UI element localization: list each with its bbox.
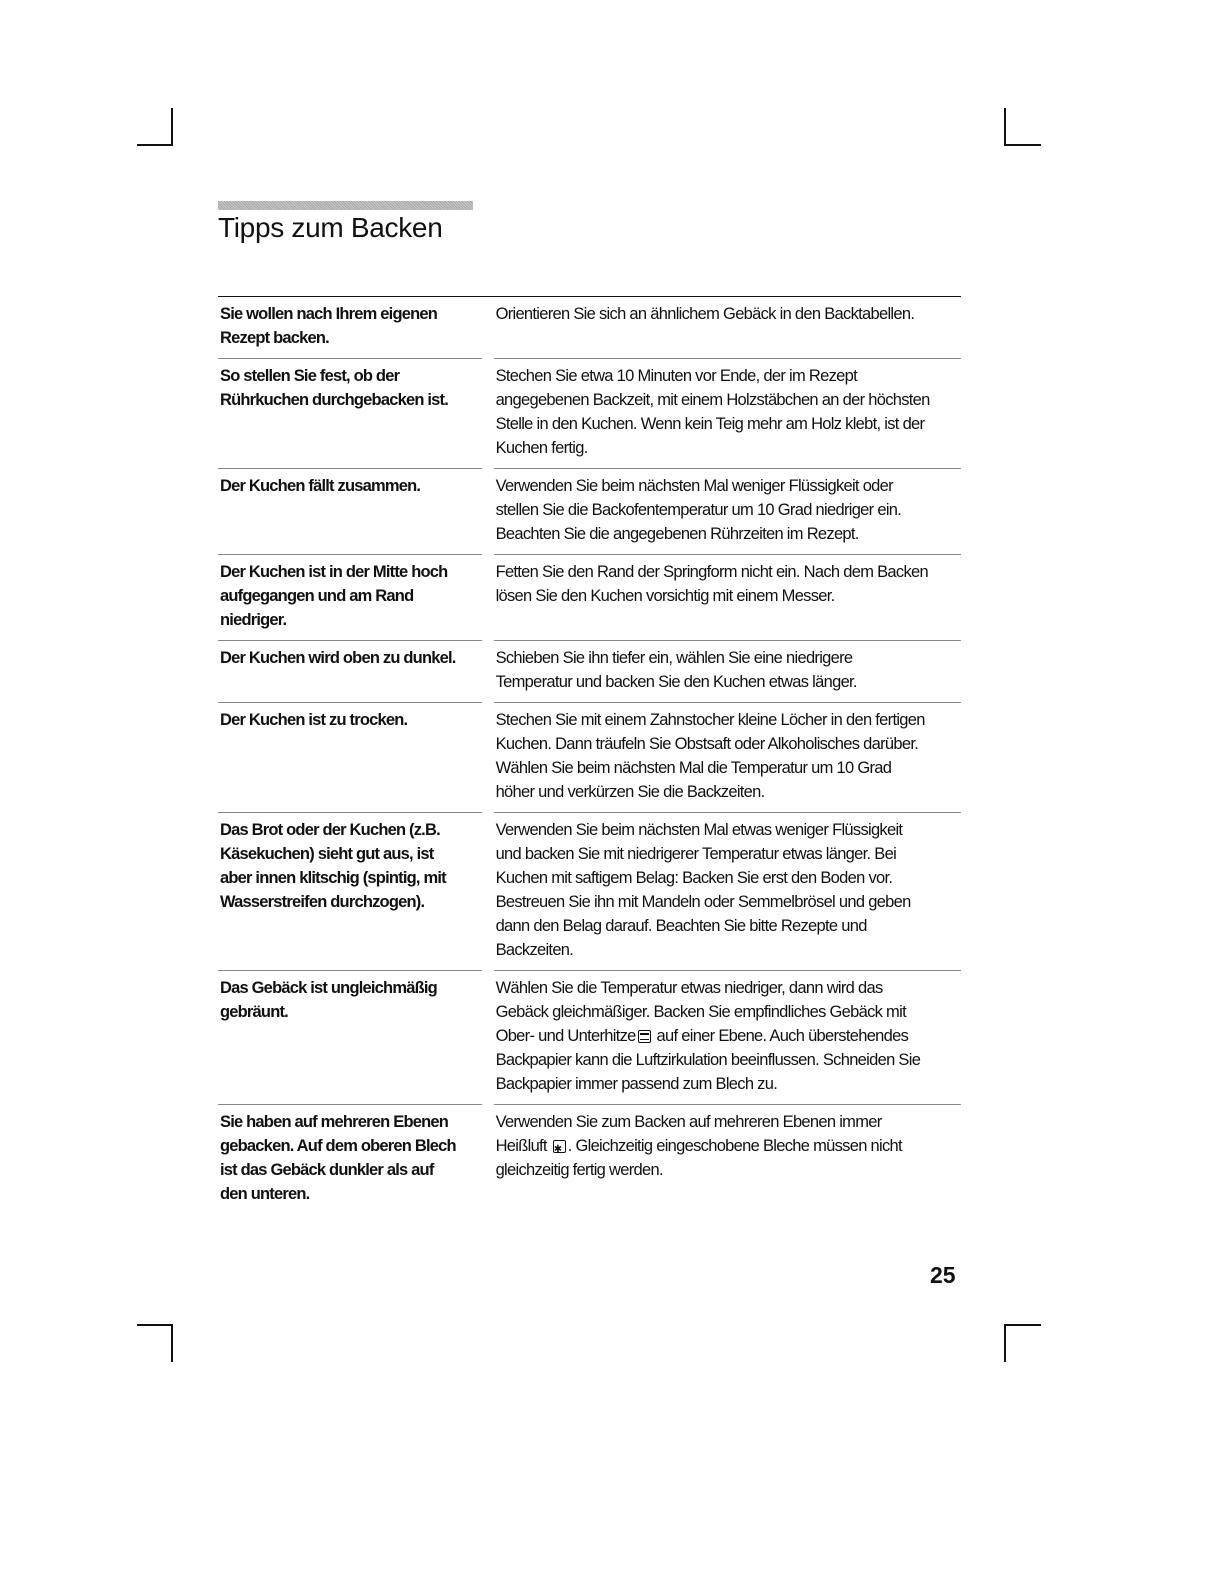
table-row [218, 1104, 961, 1214]
problem-line: gebacken. Auf dem oberen Blech [220, 1137, 456, 1155]
solution-line: Stelle in den Kuchen. Wenn kein Teig mehr am Holz klebt, ist der [495, 415, 925, 433]
table-row [218, 358, 961, 468]
solution-line: Temperatur und backen Sie den Kuchen etwas länger. [495, 673, 857, 691]
problem-cell [218, 468, 482, 554]
problem-line: Rezept backen. [220, 329, 329, 347]
oben-unten-icon [638, 1030, 651, 1043]
problem-line: Der Kuchen ist zu trocken. [220, 711, 408, 729]
solution-cell [494, 812, 961, 970]
problem-line: den unteren. [220, 1185, 310, 1203]
problem-line: aber innen klitschig (spintig, mit [220, 869, 446, 887]
solution-line: höher und verkürzen Sie die Backzeiten. [495, 783, 765, 801]
problem-line: Käsekuchen) sieht gut aus, ist [220, 845, 434, 863]
table-row [218, 297, 961, 358]
problem-line: Der Kuchen fällt zusammen. [220, 477, 421, 495]
crop-mark-tr-h [1004, 144, 1041, 146]
solution-line: angegebenen Backzeit, mit einem Holzstäbchen an der höchsten [495, 391, 930, 409]
solution-line [496, 1024, 961, 1048]
heading-bar [218, 201, 473, 210]
problem-line: aufgegangen und am Rand [220, 587, 414, 605]
crop-mark-tr-v [1004, 108, 1006, 146]
solution-line: Backpapier immer passend zum Blech zu. [495, 1075, 778, 1093]
table-row [218, 640, 961, 702]
solution-line: Verwenden Sie zum Backen auf mehreren Ebenen immer [495, 1113, 882, 1131]
solution-cell [494, 1104, 961, 1214]
solution-cell [494, 970, 961, 1104]
problem-line: Das Brot oder der Kuchen (z.B. [220, 821, 440, 839]
problem-line: Rührkuchen durchgebacken ist. [220, 391, 449, 409]
solution-line: Beachten Sie die angegebenen Rührzeiten im Rezept. [495, 525, 859, 543]
problem-line: ist das Gebäck dunkler als auf [220, 1161, 434, 1179]
table-row [218, 468, 961, 554]
problem-line: Der Kuchen wird oben zu dunkel. [220, 649, 456, 667]
crop-mark-br-h [1004, 1324, 1041, 1326]
table-row [218, 702, 961, 812]
solution-line: gleichzeitig fertig werden. [495, 1161, 663, 1179]
problem-line: Das Gebäck ist ungleichmäßig [220, 979, 437, 997]
problem-cell [218, 702, 482, 812]
problem-cell [218, 970, 482, 1104]
solution-line: Kuchen fertig. [495, 439, 588, 457]
solution-line: Backpapier kann die Luftzirkulation beeinflussen. Schneiden Sie [495, 1051, 921, 1069]
line-text: Ober- und Unterhitze [495, 1027, 636, 1045]
solution-line: lösen Sie den Kuchen vorsichtig mit einem Messer. [495, 587, 835, 605]
problem-cell [218, 554, 482, 640]
problem-line: So stellen Sie fest, ob der [220, 367, 400, 385]
solution-cell [494, 640, 961, 702]
solution-line: Backzeiten. [495, 941, 574, 959]
problem-line: niedriger. [220, 611, 287, 629]
solution-line: und backen Sie mit niedrigerer Temperatur etwas länger. Bei [495, 845, 897, 863]
solution-cell [494, 468, 961, 554]
solution-cell [494, 297, 961, 358]
solution-line: Schieben Sie ihn tiefer ein, wählen Sie eine niedrigere [495, 649, 853, 667]
solution-cell [494, 702, 961, 812]
problem-line: Wasserstreifen durchzogen). [220, 893, 425, 911]
solution-line: Wählen Sie beim nächsten Mal die Temperatur um 10 Grad [495, 759, 892, 777]
problem-cell [218, 640, 482, 702]
table-row [218, 812, 961, 970]
solution-cell [494, 358, 961, 468]
problem-cell [218, 812, 482, 970]
solution-cell [494, 554, 961, 640]
crop-mark-br-v [1004, 1324, 1006, 1362]
problem-cell [218, 1104, 482, 1214]
problem-line: Sie haben auf mehreren Ebenen [220, 1113, 449, 1131]
tips-table [218, 296, 961, 1214]
solution-line: Fetten Sie den Rand der Springform nicht ein. Nach dem Backen [495, 563, 928, 581]
page-title: Tipps zum Backen [218, 212, 443, 243]
line-text: . Gleichzeitig eingeschobene Bleche müssen nicht [567, 1137, 902, 1155]
line-text: auf einer Ebene. Auch überstehendes [652, 1027, 909, 1045]
solution-line: Kuchen. Dann träufeln Sie Obstsaft oder Alkoholisches darüber. [495, 735, 919, 753]
crop-mark-bl-h [137, 1324, 173, 1326]
solution-line: Bestreuen Sie ihn mit Mandeln oder Semmelbrösel und geben [495, 893, 911, 911]
problem-line: gebräunt. [220, 1003, 288, 1021]
solution-line: stellen Sie die Backofentemperatur um 10 Grad niedriger ein. [495, 501, 902, 519]
solution-line: Gebäck gleichmäßiger. Backen Sie empfindliches Gebäck mit [495, 1003, 906, 1021]
solution-line: Verwenden Sie beim nächsten Mal etwas weniger Flüssigkeit [495, 821, 903, 839]
table-row [218, 554, 961, 640]
solution-line: Stechen Sie mit einem Zahnstocher kleine Löcher in den fertigen [495, 711, 925, 729]
problem-cell [218, 297, 482, 358]
problem-cell [218, 358, 482, 468]
crop-mark-tl-v [171, 108, 173, 146]
page-number: 25 [930, 1262, 956, 1288]
crop-mark-tl-h [137, 144, 173, 146]
solution-line: Wählen Sie die Temperatur etwas niedriger, dann wird das [495, 979, 883, 997]
solution-line: Verwenden Sie beim nächsten Mal weniger Flüssigkeit oder [495, 477, 893, 495]
table-row [218, 970, 961, 1104]
problem-line: Sie wollen nach Ihrem eigenen [220, 305, 438, 323]
solution-line: dann den Belag darauf. Beachten Sie bitte Rezepte und [495, 917, 867, 935]
heissluft-icon [553, 1140, 566, 1153]
solution-line [496, 1134, 961, 1158]
line-text: Heißluft [495, 1137, 551, 1155]
solution-line: Stechen Sie etwa 10 Minuten vor Ende, der im Rezept [495, 367, 857, 385]
problem-line: Der Kuchen ist in der Mitte hoch [220, 563, 448, 581]
solution-line: Kuchen mit saftigem Belag: Backen Sie erst den Boden vor. [495, 869, 893, 887]
crop-mark-bl-v [171, 1324, 173, 1362]
solution-line: Orientieren Sie sich an ähnlichem Gebäck in den Backtabellen. [495, 305, 915, 323]
